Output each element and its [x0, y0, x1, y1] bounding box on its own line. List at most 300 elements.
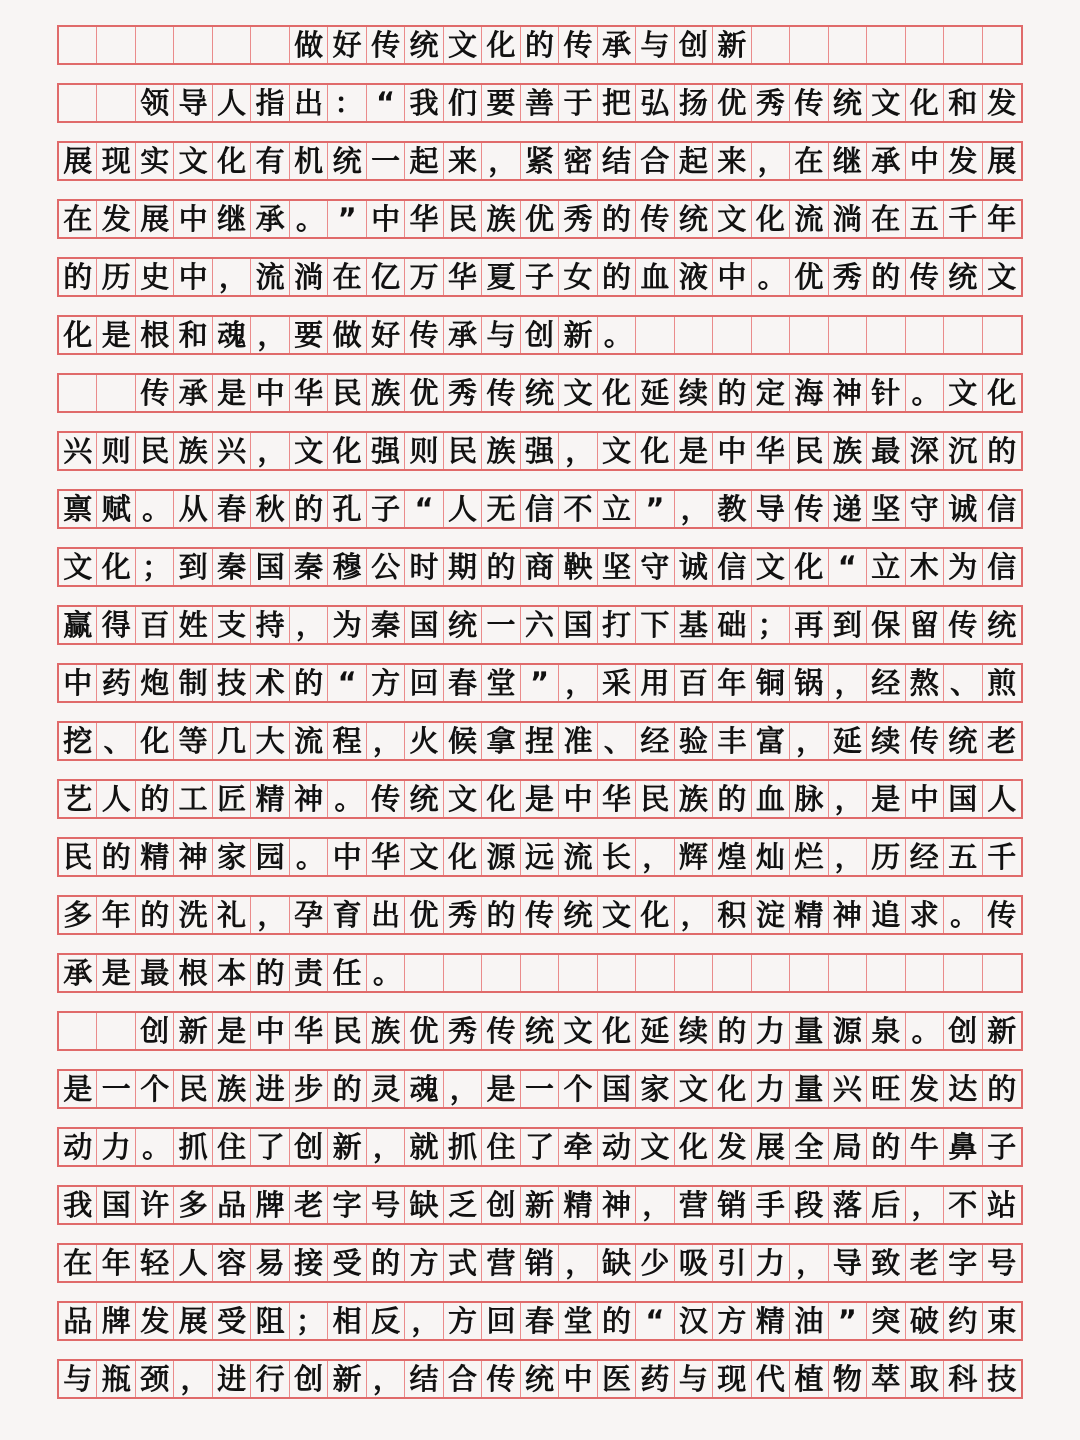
- grid-char: 五: [906, 201, 944, 237]
- grid-char: 回: [482, 1303, 520, 1339]
- grid-char: 牛: [906, 1129, 944, 1165]
- grid-char: 步: [290, 1071, 328, 1107]
- grid-char: 和: [174, 317, 212, 353]
- grid-char: 传: [482, 375, 520, 411]
- grid-char: ，: [251, 897, 289, 933]
- text-row: [57, 1359, 1023, 1399]
- text-row: [57, 83, 1023, 123]
- grid-char: ”: [521, 665, 559, 701]
- grid-char: 最: [867, 433, 905, 469]
- grid-char: 夏: [482, 259, 520, 295]
- grid-char: 礼: [213, 897, 251, 933]
- grid-char: 文: [59, 549, 97, 585]
- grid-char: 民: [636, 781, 674, 817]
- grid-char: 文: [405, 839, 443, 875]
- grid-char: 人: [444, 491, 482, 527]
- grid-char: ；: [752, 607, 790, 643]
- grid-char: 油: [790, 1303, 828, 1339]
- grid-char: 家: [636, 1071, 674, 1107]
- grid-char: 源: [482, 839, 520, 875]
- grid-char: 了: [251, 1129, 289, 1165]
- grid-char: 华: [752, 433, 790, 469]
- grid-char: 诚: [944, 491, 982, 527]
- grid-char: 。: [136, 1129, 174, 1165]
- grid-char: 中: [367, 201, 405, 237]
- grid-empty-cell: [713, 955, 751, 991]
- grid-char: 诚: [675, 549, 713, 585]
- grid-char: 针: [867, 375, 905, 411]
- text-row: [57, 257, 1023, 297]
- grid-char: 式: [444, 1245, 482, 1281]
- grid-char: 续: [867, 723, 905, 759]
- grid-char: 相: [328, 1303, 366, 1339]
- grid-empty-cell: [136, 27, 174, 63]
- grid-char: 在: [790, 143, 828, 179]
- grid-char: 发: [136, 1303, 174, 1339]
- grid-char: 承: [59, 955, 97, 991]
- grid-char: 发: [713, 1129, 751, 1165]
- grid-char: 达: [944, 1071, 982, 1107]
- grid-char: 赢: [59, 607, 97, 643]
- grid-empty-cell: [59, 27, 97, 63]
- grid-char: 新: [559, 317, 597, 353]
- grid-char: 统: [521, 375, 559, 411]
- grid-empty-cell: [59, 375, 97, 411]
- grid-char: ，: [559, 1245, 597, 1281]
- grid-char: 承: [174, 375, 212, 411]
- grid-char: 落: [829, 1187, 867, 1223]
- grid-char: 束: [987, 1303, 1017, 1338]
- grid-char: 抓: [444, 1129, 482, 1165]
- grid-char: ，: [675, 491, 713, 527]
- grid-char: 抓: [174, 1129, 212, 1165]
- grid-char: 流: [251, 259, 289, 295]
- grid-char: 传: [906, 723, 944, 759]
- grid-char: 续: [675, 375, 713, 411]
- grid-empty-cell: [906, 955, 944, 991]
- grid-char: 优: [405, 897, 443, 933]
- grid-char: 六: [521, 607, 559, 643]
- text-row: [57, 837, 1023, 877]
- grid-char: 积: [713, 897, 751, 933]
- grid-char: 优: [713, 85, 751, 121]
- grid-char: 突: [867, 1303, 905, 1339]
- grid-char: 少: [636, 1245, 674, 1281]
- grid-char: 把: [598, 85, 636, 121]
- grid-char: 进: [213, 1361, 251, 1397]
- grid-char: 。: [328, 781, 366, 817]
- grid-char: 传: [790, 85, 828, 121]
- grid-char: 统: [521, 1361, 559, 1397]
- grid-char: 的: [987, 433, 1017, 468]
- grid-char: 品: [59, 1303, 97, 1339]
- grid-char: 轻: [136, 1245, 174, 1281]
- grid-empty-cell: [675, 317, 713, 353]
- grid-char: 本: [213, 955, 251, 991]
- grid-char: 好: [328, 27, 366, 63]
- grid-char: 传: [559, 27, 597, 63]
- grid-char: 锅: [790, 665, 828, 701]
- grid-char: 信: [713, 549, 751, 585]
- grid-char: 族: [174, 433, 212, 469]
- grid-char: 做: [290, 27, 328, 63]
- grid-char: 牵: [559, 1129, 597, 1165]
- grid-char: 魂: [405, 1071, 443, 1107]
- grid-empty-cell: [482, 955, 520, 991]
- grid-char: 一: [97, 1071, 135, 1107]
- grid-char: 文: [444, 27, 482, 63]
- grid-char: 经: [906, 839, 944, 875]
- text-row: [57, 1011, 1023, 1051]
- grid-char: ，: [829, 665, 867, 701]
- grid-char: 经: [867, 665, 905, 701]
- grid-char: 流: [790, 201, 828, 237]
- grid-char: 营: [482, 1245, 520, 1281]
- grid-char: 。: [598, 317, 636, 353]
- grid-empty-cell: [944, 955, 982, 991]
- grid-char: 沉: [944, 433, 982, 469]
- grid-char: 创: [290, 1361, 328, 1397]
- grid-char: 经: [636, 723, 674, 759]
- grid-char: 中: [251, 375, 289, 411]
- grid-char: 富: [752, 723, 790, 759]
- grid-char: 。: [944, 897, 982, 933]
- grid-char: 信: [987, 549, 1017, 584]
- grid-char: 出: [367, 897, 405, 933]
- grid-char: 力: [752, 1245, 790, 1281]
- grid-char: 回: [405, 665, 443, 701]
- grid-char: 缺: [405, 1187, 443, 1223]
- grid-char: 的: [136, 897, 174, 933]
- grid-char: 海: [790, 375, 828, 411]
- grid-char: 现: [97, 143, 135, 179]
- text-row: [57, 1185, 1023, 1225]
- grid-char: 新: [174, 1013, 212, 1049]
- grid-char: 中: [559, 781, 597, 817]
- grid-char: 出: [290, 85, 328, 121]
- grid-char: 民: [790, 433, 828, 469]
- grid-char: 深: [906, 433, 944, 469]
- grid-char: 与: [59, 1361, 97, 1397]
- grid-char: 化: [636, 433, 674, 469]
- grid-char: 年: [97, 1245, 135, 1281]
- grid-char: 导: [174, 85, 212, 121]
- grid-char: 来: [444, 143, 482, 179]
- grid-char: 强: [367, 433, 405, 469]
- grid-char: 。: [290, 839, 328, 875]
- text-row: [57, 1127, 1023, 1167]
- grid-char: 方: [367, 665, 405, 701]
- grid-char: 在: [867, 201, 905, 237]
- grid-char: 传: [636, 201, 674, 237]
- grid-empty-cell: [752, 27, 790, 63]
- grid-char: 化: [59, 317, 97, 353]
- grid-empty-cell: [790, 955, 828, 991]
- grid-char: 得: [97, 607, 135, 643]
- grid-char: 化: [97, 549, 135, 585]
- grid-empty-cell: [59, 1013, 97, 1049]
- grid-char: “: [829, 549, 867, 585]
- grid-char: 方: [444, 1303, 482, 1339]
- grid-char: ，: [213, 259, 251, 295]
- grid-char: 许: [136, 1187, 174, 1223]
- grid-empty-cell: [867, 317, 905, 353]
- grid-empty-cell: [713, 317, 751, 353]
- grid-char: 是: [97, 955, 135, 991]
- grid-char: 兴: [829, 1071, 867, 1107]
- grid-char: 艺: [59, 781, 97, 817]
- grid-char: 合: [444, 1361, 482, 1397]
- grid-char: 个: [136, 1071, 174, 1107]
- grid-char: 民: [136, 433, 174, 469]
- grid-char: 中: [713, 433, 751, 469]
- grid-char: 化: [328, 433, 366, 469]
- grid-char: 铜: [752, 665, 790, 701]
- grid-char: 展: [59, 143, 97, 179]
- grid-char: 等: [174, 723, 212, 759]
- grid-char: 新: [713, 27, 751, 63]
- grid-char: 站: [987, 1187, 1017, 1222]
- grid-char: 要: [482, 85, 520, 121]
- grid-char: 千: [987, 839, 1017, 874]
- grid-char: 延: [636, 1013, 674, 1049]
- grid-char: 华: [367, 839, 405, 875]
- grid-char: “: [328, 665, 366, 701]
- grid-char: 于: [559, 85, 597, 121]
- grid-char: 化: [752, 201, 790, 237]
- grid-char: 年: [987, 201, 1017, 236]
- grid-char: 约: [944, 1303, 982, 1339]
- grid-char: 继: [829, 143, 867, 179]
- grid-char: 族: [213, 1071, 251, 1107]
- grid-char: 国: [944, 781, 982, 817]
- grid-char: 药: [636, 1361, 674, 1397]
- grid-char: 医: [598, 1361, 636, 1397]
- grid-char: 动: [598, 1129, 636, 1165]
- grid-char: 中: [59, 665, 97, 701]
- grid-char: ，: [444, 1071, 482, 1107]
- grid-empty-cell: [829, 317, 867, 353]
- grid-char: 家: [213, 839, 251, 875]
- grid-char: 中: [713, 259, 751, 295]
- grid-char: 文: [752, 549, 790, 585]
- grid-char: 血: [752, 781, 790, 817]
- grid-char: 是: [97, 317, 135, 353]
- grid-char: 孕: [290, 897, 328, 933]
- grid-empty-cell: [867, 955, 905, 991]
- grid-empty-cell: [174, 27, 212, 63]
- grid-char: 化: [636, 897, 674, 933]
- grid-char: 全: [790, 1129, 828, 1165]
- grid-char: 导: [829, 1245, 867, 1281]
- grid-char: 技: [987, 1361, 1017, 1396]
- grid-empty-cell: [675, 955, 713, 991]
- text-row: [57, 547, 1023, 587]
- grid-char: 老: [906, 1245, 944, 1281]
- grid-char: 老: [290, 1187, 328, 1223]
- grid-char: 神: [829, 897, 867, 933]
- grid-char: 责: [290, 955, 328, 991]
- grid-char: 民: [328, 1013, 366, 1049]
- grid-char: 延: [829, 723, 867, 759]
- grid-char: 春: [444, 665, 482, 701]
- grid-char: 统: [944, 723, 982, 759]
- grid-char: 期: [444, 549, 482, 585]
- grid-char: 量: [790, 1071, 828, 1107]
- text-row: [57, 721, 1023, 761]
- grid-char: 采: [598, 665, 636, 701]
- grid-char: 力: [752, 1071, 790, 1107]
- grid-char: 销: [521, 1245, 559, 1281]
- grid-char: 要: [290, 317, 328, 353]
- grid-char: 中: [906, 143, 944, 179]
- grid-char: 力: [97, 1129, 135, 1165]
- text-row: [57, 1301, 1023, 1341]
- grid-char: 子: [987, 1129, 1017, 1164]
- grid-char: 制: [174, 665, 212, 701]
- grid-char: 化: [213, 143, 251, 179]
- grid-char: 展: [987, 143, 1017, 178]
- grid-char: 立: [598, 491, 636, 527]
- grid-char: 传: [521, 897, 559, 933]
- grid-char: 是: [59, 1071, 97, 1107]
- grid-char: 堂: [559, 1303, 597, 1339]
- grid-char: 导: [752, 491, 790, 527]
- grid-char: ；: [290, 1303, 328, 1339]
- grid-char: 秀: [559, 201, 597, 237]
- grid-char: 鼻: [944, 1129, 982, 1165]
- grid-char: 致: [867, 1245, 905, 1281]
- grid-char: 展: [752, 1129, 790, 1165]
- grid-char: 。: [136, 491, 174, 527]
- grid-char: 破: [906, 1303, 944, 1339]
- grid-char: 为: [328, 607, 366, 643]
- grid-char: 人: [174, 1245, 212, 1281]
- grid-char: 兴: [59, 433, 97, 469]
- grid-char: ，: [636, 1187, 674, 1223]
- grid-char: 国: [598, 1071, 636, 1107]
- grid-char: 善: [521, 85, 559, 121]
- grid-char: 堂: [482, 665, 520, 701]
- grid-char: 春: [213, 491, 251, 527]
- grid-char: 术: [251, 665, 289, 701]
- grid-char: 千: [944, 201, 982, 237]
- grid-char: 淌: [290, 259, 328, 295]
- grid-char: ，: [829, 781, 867, 817]
- grid-char: 的: [713, 375, 751, 411]
- grid-char: 信: [521, 491, 559, 527]
- grid-char: 统: [829, 85, 867, 121]
- grid-char: 中: [906, 781, 944, 817]
- grid-char: 神: [829, 375, 867, 411]
- grid-char: 火: [405, 723, 443, 759]
- grid-char: 民: [174, 1071, 212, 1107]
- grid-char: 行: [251, 1361, 289, 1397]
- grid-char: 历: [867, 839, 905, 875]
- grid-char: 反: [367, 1303, 405, 1339]
- grid-char: 到: [829, 607, 867, 643]
- grid-char: 秀: [444, 897, 482, 933]
- grid-char: 就: [405, 1129, 443, 1165]
- grid-empty-cell: [213, 27, 251, 63]
- grid-char: 园: [251, 839, 289, 875]
- grid-char: 鞅: [559, 549, 597, 585]
- grid-char: 洗: [174, 897, 212, 933]
- grid-char: 化: [482, 27, 520, 63]
- grid-char: 精: [559, 1187, 597, 1223]
- grid-char: 传: [482, 1013, 520, 1049]
- grid-char: 是: [675, 433, 713, 469]
- grid-empty-cell: [521, 955, 559, 991]
- grid-char: 炮: [136, 665, 174, 701]
- grid-char: 是: [867, 781, 905, 817]
- grid-char: 的: [290, 665, 328, 701]
- grid-char: 的: [598, 201, 636, 237]
- grid-char: 传: [944, 607, 982, 643]
- grid-empty-cell: [983, 27, 1021, 63]
- grid-char: 、: [97, 723, 135, 759]
- grid-char: 流: [559, 839, 597, 875]
- grid-char: 文: [290, 433, 328, 469]
- grid-char: 文: [944, 375, 982, 411]
- grid-char: 的: [598, 259, 636, 295]
- grid-char: 创: [482, 1187, 520, 1223]
- grid-char: 亿: [367, 259, 405, 295]
- grid-char: 国: [559, 607, 597, 643]
- grid-char: 孔: [328, 491, 366, 527]
- grid-char: 化: [136, 723, 174, 759]
- grid-char: 一: [521, 1071, 559, 1107]
- grid-char: 接: [290, 1245, 328, 1281]
- grid-char: 。: [367, 955, 405, 991]
- grid-empty-cell: [944, 317, 982, 353]
- grid-char: 牌: [251, 1187, 289, 1223]
- grid-empty-cell: [636, 955, 674, 991]
- grid-char: ，: [790, 723, 828, 759]
- text-row: [57, 489, 1023, 529]
- grid-char: 挖: [59, 723, 97, 759]
- grid-char: 优: [405, 375, 443, 411]
- grid-char: 传: [906, 259, 944, 295]
- grid-char: 密: [559, 143, 597, 179]
- grid-char: 延: [636, 375, 674, 411]
- grid-char: 传: [482, 1361, 520, 1397]
- grid-char: 求: [906, 897, 944, 933]
- text-row: [57, 605, 1023, 645]
- grid-char: 血: [636, 259, 674, 295]
- grid-char: 承: [867, 143, 905, 179]
- grid-char: 植: [790, 1361, 828, 1397]
- grid-char: 追: [867, 897, 905, 933]
- grid-char: ，: [559, 433, 597, 469]
- grid-char: 创: [521, 317, 559, 353]
- grid-char: ，: [290, 607, 328, 643]
- grid-char: 传: [367, 27, 405, 63]
- grid-char: 灿: [752, 839, 790, 875]
- grid-char: 支: [213, 607, 251, 643]
- grid-char: 民: [444, 433, 482, 469]
- grid-char: ，: [174, 1361, 212, 1397]
- grid-empty-cell: [906, 27, 944, 63]
- grid-char: 与: [636, 27, 674, 63]
- grid-char: 手: [752, 1187, 790, 1223]
- grid-empty-cell: [790, 317, 828, 353]
- grid-char: 坚: [867, 491, 905, 527]
- grid-char: 秦: [213, 549, 251, 585]
- grid-char: 化: [598, 1013, 636, 1049]
- grid-char: 秀: [829, 259, 867, 295]
- grid-char: 有: [251, 143, 289, 179]
